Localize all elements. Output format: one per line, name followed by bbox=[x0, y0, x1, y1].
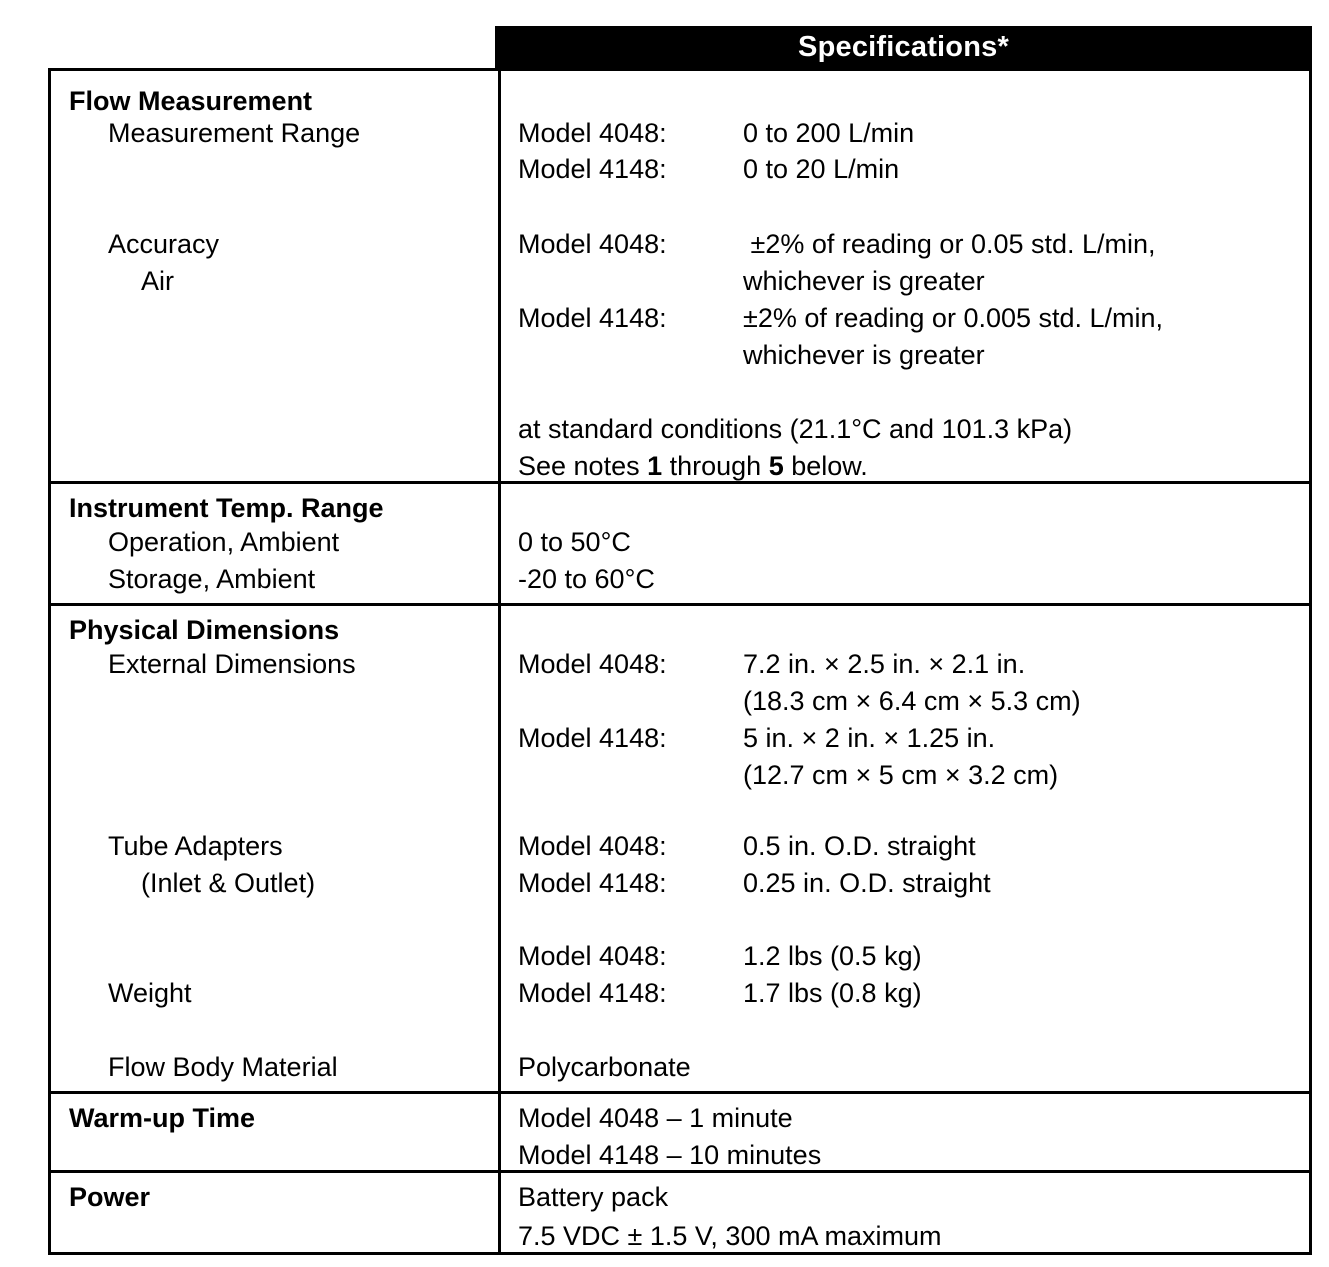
value-accuracy-model-4048-cont: whichever is greater bbox=[743, 266, 985, 296]
value-weight-model-4148: 1.7 lbs (0.8 kg) bbox=[743, 978, 922, 1008]
value-tube-adapters-model-4048: 0.5 in. O.D. straight bbox=[743, 831, 976, 861]
value-measurement-range-model-4048-label: Model 4048: bbox=[518, 118, 667, 148]
value-weight-model-4048-label: Model 4048: bbox=[518, 941, 667, 971]
value-standard-conditions: at standard conditions (21.1°C and 101.3 kPa) bbox=[518, 414, 1073, 444]
value-weight-model-4048: 1.2 lbs (0.5 kg) bbox=[743, 941, 922, 971]
table-body bbox=[48, 68, 1312, 1255]
see-notes-suffix: below. bbox=[783, 451, 868, 481]
label-accuracy: Accuracy bbox=[108, 229, 220, 259]
value-external-dimensions-model-4148-label: Model 4148: bbox=[518, 723, 667, 753]
value-external-dimensions-model-4148: 5 in. × 2 in. × 1.25 in. bbox=[743, 723, 996, 753]
value-tube-adapters-model-4048-label: Model 4048: bbox=[518, 831, 667, 861]
value-accuracy-model-4048-label: Model 4048: bbox=[518, 229, 667, 259]
label-operation-ambient: Operation, Ambient bbox=[108, 527, 340, 557]
value-external-dimensions-model-4048-label: Model 4048: bbox=[518, 649, 667, 679]
value-accuracy-model-4048: ±2% of reading or 0.05 std. L/min, bbox=[743, 229, 1156, 259]
value-power-source: Battery pack bbox=[518, 1182, 669, 1212]
label-storage-ambient: Storage, Ambient bbox=[108, 564, 316, 594]
section-rule-3 bbox=[51, 1091, 1309, 1094]
value-accuracy-model-4148: ±2% of reading or 0.005 std. L/min, bbox=[743, 303, 1164, 333]
value-accuracy-model-4148-label: Model 4148: bbox=[518, 303, 667, 333]
label-external-dimensions: External Dimensions bbox=[108, 649, 356, 679]
section-title-flow-measurement: Flow Measurement bbox=[69, 86, 313, 116]
section-title-physical-dimensions: Physical Dimensions bbox=[69, 615, 340, 645]
section-rule-2 bbox=[51, 603, 1309, 606]
section-title-instrument-temp-range: Instrument Temp. Range bbox=[69, 493, 384, 523]
value-accuracy-model-4148-cont: whichever is greater bbox=[743, 340, 985, 370]
value-tube-adapters-model-4148-label: Model 4148: bbox=[518, 868, 667, 898]
label-tube-adapters-inlet-outlet: (Inlet & Outlet) bbox=[141, 868, 316, 898]
value-external-dimensions-model-4148-metric: (12.7 cm × 5 cm × 3.2 cm) bbox=[743, 760, 1059, 790]
value-storage-ambient: -20 to 60°C bbox=[518, 564, 655, 594]
value-measurement-range-model-4148: 0 to 20 L/min bbox=[743, 154, 900, 184]
value-flow-body-material: Polycarbonate bbox=[518, 1052, 691, 1082]
see-notes-prefix: See notes bbox=[518, 451, 648, 481]
value-see-notes bbox=[518, 448, 868, 485]
label-accuracy-air: Air bbox=[141, 266, 174, 296]
label-flow-body-material: Flow Body Material bbox=[108, 1052, 338, 1082]
value-measurement-range-model-4048: 0 to 200 L/min bbox=[743, 118, 915, 148]
specifications-header-bar bbox=[495, 26, 1312, 68]
value-measurement-range-model-4148-label: Model 4148: bbox=[518, 154, 667, 184]
value-warm-up-time-model-4148: Model 4148 – 10 minutes bbox=[518, 1140, 822, 1170]
see-notes-middle: through bbox=[662, 451, 769, 481]
see-notes-last: 5 bbox=[768, 451, 784, 481]
section-title-warm-up-time: Warm-up Time bbox=[69, 1103, 256, 1133]
specifications-header-title: Specifications* bbox=[798, 30, 1009, 63]
value-power-rating: 7.5 VDC ± 1.5 V, 300 mA maximum bbox=[518, 1221, 942, 1251]
value-tube-adapters-model-4148: 0.25 in. O.D. straight bbox=[743, 868, 991, 898]
label-measurement-range: Measurement Range bbox=[108, 118, 361, 148]
label-weight: Weight bbox=[108, 978, 192, 1008]
value-operation-ambient: 0 to 50°C bbox=[518, 527, 631, 557]
value-external-dimensions-model-4048-metric: (18.3 cm × 6.4 cm × 5.3 cm) bbox=[743, 686, 1081, 716]
label-tube-adapters: Tube Adapters bbox=[108, 831, 283, 861]
value-weight-model-4148-label: Model 4148: bbox=[518, 978, 667, 1008]
value-external-dimensions-model-4048: 7.2 in. × 2.5 in. × 2.1 in. bbox=[743, 649, 1026, 679]
value-warm-up-time-model-4048: Model 4048 – 1 minute bbox=[518, 1103, 793, 1133]
column-divider bbox=[498, 71, 501, 1252]
see-notes-first: 1 bbox=[647, 451, 663, 481]
section-title-power: Power bbox=[69, 1182, 151, 1212]
